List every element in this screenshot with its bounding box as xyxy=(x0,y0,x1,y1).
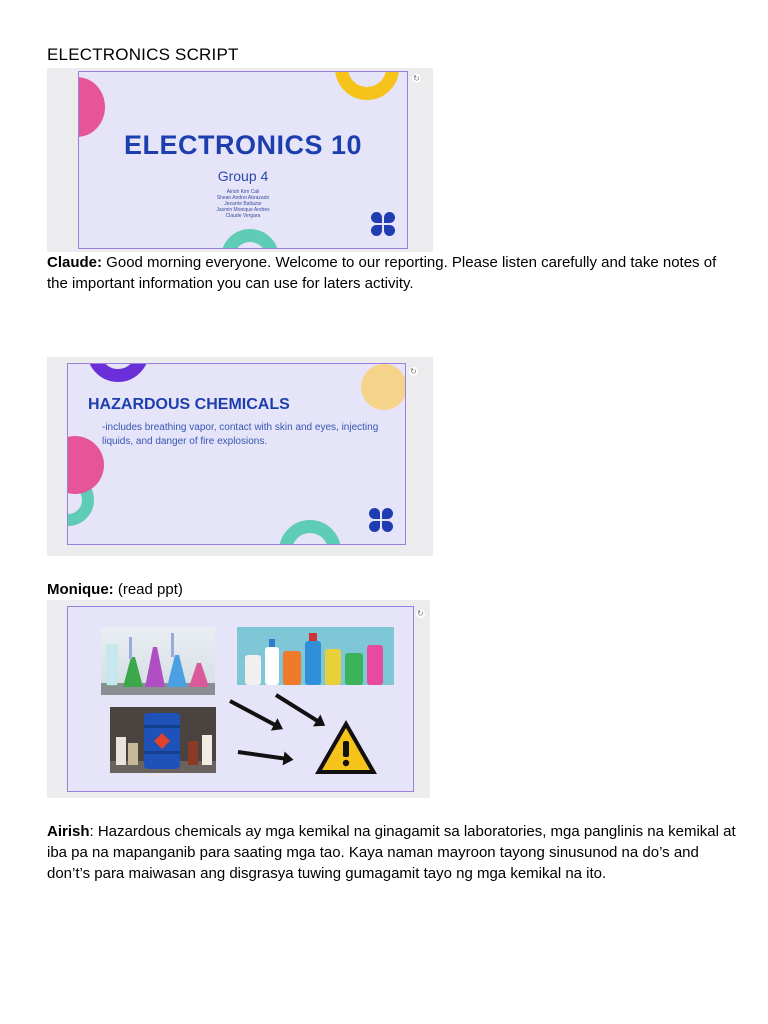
slide-screenshot-1 xyxy=(47,68,433,252)
teal-ring-bottom xyxy=(279,520,341,545)
slide-1-subtitle: Group 4 xyxy=(217,168,269,184)
warning-sign-icon xyxy=(312,717,380,777)
slide-screenshot-2 xyxy=(47,357,433,556)
slide-3 xyxy=(67,606,414,792)
slide-screenshot-3 xyxy=(47,600,430,798)
member-name: Claude Vergara xyxy=(225,213,261,219)
chemical-drum-photo xyxy=(110,707,216,773)
speaker-name: Airish xyxy=(47,823,90,840)
clover-logo-icon xyxy=(371,212,395,236)
pink-half-circle xyxy=(67,436,104,494)
cleaning-bottles-photo xyxy=(237,627,394,685)
clover-logo-icon xyxy=(369,508,393,532)
speaker-name: Claude: xyxy=(47,254,103,271)
document-title: ELECTRONICS SCRIPT xyxy=(47,45,239,64)
speaker-paragraph-claude xyxy=(47,252,737,294)
member-name: Jasmin Monique Andres xyxy=(216,207,270,213)
member-name: Jezarrie Baltazar xyxy=(224,201,262,207)
arrow-shape xyxy=(229,699,279,728)
refresh-icon[interactable]: ↻ xyxy=(417,609,424,618)
slide-2 xyxy=(67,363,406,545)
member-name: Airish Kim Cali xyxy=(226,189,260,195)
slide-2-body: -includes breathing vapor, contact with skin and eyes, injecting liquids, and danger of fire explosions. xyxy=(102,422,379,447)
lab-glassware-photo xyxy=(101,627,215,695)
refresh-icon[interactable]: ↻ xyxy=(410,367,417,376)
slide-1-names xyxy=(79,189,407,219)
refresh-icon[interactable]: ↻ xyxy=(413,74,420,83)
arrow-shape xyxy=(238,750,288,761)
speaker-paragraph-airish xyxy=(47,821,737,884)
purple-ring xyxy=(87,363,149,382)
yellow-circle xyxy=(361,364,406,410)
pink-half-circle xyxy=(78,77,105,137)
speaker-name: Monique: xyxy=(47,581,114,598)
teal-ring xyxy=(221,229,279,249)
member-name: Shean Andrei Abrazado xyxy=(216,195,270,201)
speech-text: : Hazardous chemicals ay mga kemikal na ginagamit sa laboratories, mga panglinis na kemikal at iba pa na mapanganib para saating mga tao. Kaya naman mayroon tayong sinusunod na do’s and don’t’s para maiwasan ang disgrasya tuwing gumagamit tayo ng mga kemikal na ito. xyxy=(47,823,736,882)
slide-1-title: ELECTRONICS 10 xyxy=(123,130,363,160)
speaker-paragraph-monique xyxy=(47,579,737,600)
slide-1 xyxy=(78,71,408,249)
slide-2-title: HAZARDOUS CHEMICALS xyxy=(88,396,290,413)
yellow-ring xyxy=(335,71,399,100)
speech-text: Good morning everyone. Welcome to our reporting. Please listen carefully and take notes of the important information you can use for laters activity. xyxy=(47,254,717,292)
speech-text: (read ppt) xyxy=(113,581,183,598)
